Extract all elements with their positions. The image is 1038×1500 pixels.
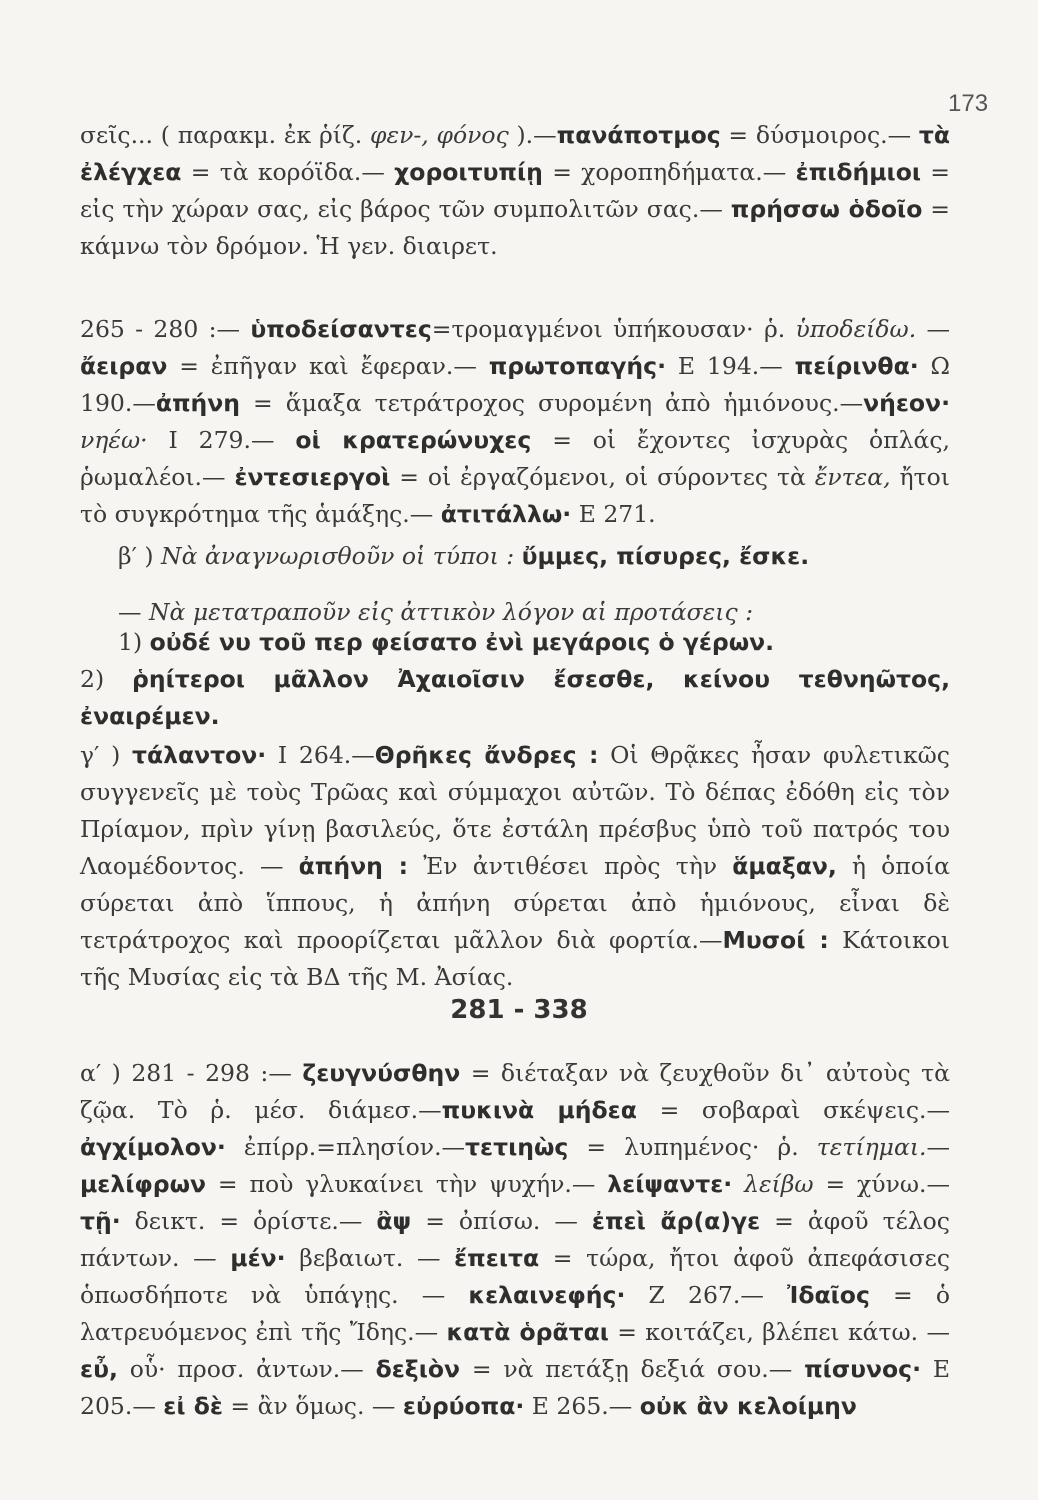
lemma: μελίφρων — [80, 1170, 207, 1198]
gloss-text: βεβαιωτ. — — [285, 1244, 455, 1272]
lemma: εἰ δὲ — [163, 1392, 223, 1420]
gloss-text: Ω 190.— — [80, 352, 950, 417]
lemma: εὐρύοπα· — [402, 1392, 525, 1420]
gloss-text: Οἱ Θρᾷκες ἦσαν φυλετικῶς συγγενεῖς μὲ τοὺς Τρῶας καὶ σύμμαχοι αὐτῶν. Τὸ δέπας ἐδόθη εἰς τὸν Πρίαμον, πρὶν γίνῃ βασιλεύς, ὅτε ἐστάλη πρέσβυς ὑπὸ τοῦ πατρός του Λαομέδοντος. — — [80, 741, 950, 880]
gloss-text: ἐπίρρ.=πλησίον.— — [225, 1133, 466, 1161]
gloss-text: = ἐπῆγαν καὶ ἔφεραν.— — [167, 352, 489, 380]
lemma: εὖ, — [80, 1355, 118, 1383]
italic-text: νηέω· — [80, 426, 148, 454]
gloss-text: = τώρα, ἤτοι ἀφοῦ ἀπεφάσισες ὁπωσδήποτε νὰ ὑπάγῃς. — — [80, 1244, 950, 1309]
lemma: νήεον· — [863, 389, 950, 417]
gloss-text: γ′ ) — [80, 741, 132, 769]
gloss-text: = ἀφοῦ τέλος πάντων. — — [80, 1207, 950, 1272]
gloss-text: = ὁ λατρευόμενος ἐπὶ τῆς Ἴδης.— — [80, 1281, 951, 1346]
gloss-text: οὗ· προσ. ἀντων.— — [117, 1355, 376, 1383]
lemma: ἀγχίμολον· — [80, 1133, 226, 1161]
lemma: ἂψ — [376, 1207, 412, 1235]
lemma: τάλαντον· — [131, 741, 267, 769]
gloss-text: ἤτοι τὸ συγκρότημα τῆς ἁμάξης.— — [80, 463, 950, 528]
gloss-text: Ι 279.— — [147, 426, 296, 454]
lemma: πίσυνος· — [804, 1355, 922, 1383]
gloss-text: = χοροπηδήματα.— — [542, 158, 796, 186]
gloss-text: — — [916, 315, 950, 343]
gloss-text: 2) — [80, 665, 133, 693]
gloss-text: δεικτ. = ὁρίστε.— — [120, 1207, 377, 1235]
lemma: λείψαντε· — [607, 1170, 733, 1198]
gloss-text: Ε 194.— — [666, 352, 795, 380]
paragraph-p3 — [118, 538, 950, 575]
lemma: ἐντεσιεργοὶ — [234, 463, 391, 491]
gloss-text: = οἱ ἔχοντες ἰσχυρὰς ὁπλάς, ῥωμαλέοι.— — [80, 426, 951, 491]
lemma: τῇ· — [80, 1207, 121, 1235]
lemma: Θρῆκες ἄνδρες : — [374, 741, 599, 769]
gloss-text: Ι 264.— — [266, 741, 375, 769]
lemma: ἔπειτα — [454, 1244, 540, 1272]
lemma: ζευγνύσθην — [302, 1059, 461, 1087]
gloss-text — [514, 542, 521, 570]
italic-text: ἔντεα, — [814, 463, 891, 491]
lemma: ὔμμες, πίσυρες, ἔσκε. — [521, 542, 810, 570]
italic-text: Νὰ ἀναγνωρισθοῦν οἱ τύποι : — [161, 542, 515, 570]
gloss-text: = τὰ κορόϊδα.— — [181, 158, 395, 186]
gloss-text: Ζ 267.— — [625, 1281, 787, 1309]
gloss-text: β′ ) — [118, 542, 162, 570]
gloss-text: = νὰ πετάξῃ δεξιά σου.— — [460, 1355, 805, 1383]
gloss-text: = διέταξαν νὰ ζευχθοῦν δι᾽ αὐτοὺς τὰ ζῷα. Τὸ ῥ. μέσ. διάμεσ.— — [80, 1059, 950, 1124]
lemma: δεξιὸν — [375, 1355, 460, 1383]
gloss-text — [732, 1170, 744, 1198]
paragraph-p8 — [80, 1055, 950, 1425]
lemma: πανάποτμος — [556, 121, 721, 149]
gloss-text: Κάτοικοι τῆς Μυσίας εἰς τὰ ΒΔ τῆς Μ. Ἀσίας. — [80, 926, 950, 991]
gloss-text: = σοβαραὶ σκέψεις.— — [636, 1096, 950, 1124]
gloss-text: = ὀπίσω. — — [411, 1207, 592, 1235]
lemma: οἱ κρατερώνυχες — [295, 426, 532, 454]
gloss-text: Ε 205.— — [80, 1355, 950, 1420]
italic-text: τετίημαι. — [816, 1133, 927, 1161]
gloss-text: = ποὺ γλυκαίνει τὴν ψυχήν.— — [206, 1170, 608, 1198]
gloss-text: = δύσμοιρος.— — [720, 121, 919, 149]
section-heading: 281 - 338 — [450, 995, 588, 1025]
italic-text: ὑποδείδω. — [795, 315, 917, 343]
lemma: ἅμαξαν, — [732, 852, 837, 880]
gloss-text: 1) — [118, 628, 150, 656]
lemma: τὰ ἐλέγχεα — [80, 121, 951, 186]
lemma: πυκινὰ μήδεα — [441, 1096, 637, 1124]
lemma: ἐπιδήμιοι — [795, 158, 922, 186]
lemma: τετιηὼς — [465, 1133, 569, 1161]
lemma: κελαινεφής· — [468, 1281, 626, 1309]
paragraph-p2 — [80, 311, 950, 533]
lemma: οὐδέ νυ τοῦ περ φείσατο ἐνὶ μεγάροις ὁ γέρων. — [149, 628, 775, 656]
italic-text: Νὰ μετατραποῦν εἰς ἀττικὸν λόγον αἱ προτάσεις : — [148, 598, 754, 626]
gloss-text: = χύνω.— — [813, 1170, 950, 1198]
lemma: χοροιτυπίῃ — [394, 158, 543, 186]
lemma: πρωτοπαγής· — [488, 352, 667, 380]
page-number: 173 — [948, 90, 989, 117]
gloss-text: = κάμνω τὸν δρόμον. Ἡ γεν. διαιρετ. — [80, 195, 951, 260]
lemma: μέν· — [230, 1244, 286, 1272]
gloss-text: 265 - 280 :— — [80, 315, 251, 343]
gloss-text: α′ ) 281 - 298 :— — [80, 1059, 303, 1087]
paragraph-p6 — [80, 661, 950, 735]
gloss-text: Ε 265.— — [524, 1392, 640, 1420]
gloss-text: = λυπημένος· ῥ. — [568, 1133, 817, 1161]
lemma: ἐπεὶ ἄρ(α)γε — [591, 1207, 761, 1235]
paragraph-p7 — [80, 737, 950, 996]
gloss-text: = κοιτάζει, βλέπει κάτω. — — [608, 1318, 950, 1346]
lemma: ἀπήνη — [155, 389, 241, 417]
lemma: ἀπήνη : — [298, 852, 409, 880]
paragraph-p1 — [80, 117, 950, 265]
gloss-text: — — [118, 598, 149, 626]
lemma: ἀτιτάλλω· — [440, 500, 572, 528]
gloss-text: Ἐν ἀντιθέσει πρὸς τὴν — [408, 852, 733, 880]
gloss-text: σεῖς... ( παρακμ. ἐκ ῥίζ. — [80, 121, 370, 149]
lemma: ὑποδείσαντες — [250, 315, 432, 343]
lemma: οὐκ ἂν κελοίμην — [639, 1392, 857, 1420]
lemma: πείρινθα· — [794, 352, 919, 380]
gloss-text: =τρομαγμένοι ὑπήκουσαν· ῥ. — [431, 315, 796, 343]
gloss-text: ἡ ὁποία σύρεται ἀπὸ ἵππους, ἡ ἀπήνη σύρεται ἀπὸ ἡμιόνους, εἶναι δὲ τετράτροχος καὶ προορίζεται μᾶλλον διὰ φορτία.— — [80, 852, 950, 954]
paragraph-p5 — [118, 624, 950, 661]
gloss-text: Ε 271. — [571, 500, 656, 528]
gloss-text: = εἰς τὴν χώραν σας, εἰς βάρος τῶν συμπολιτῶν σας.— — [80, 158, 950, 223]
italic-text: λείβω — [744, 1170, 814, 1198]
lemma: κατὰ ὁρᾶται — [446, 1318, 609, 1346]
gloss-text: ).— — [508, 121, 557, 149]
italic-text: φεν-, φόνος — [370, 121, 509, 149]
lemma: Ἰδαῖος — [787, 1281, 870, 1309]
lemma: πρήσσω ὁδοῖο — [730, 195, 923, 223]
gloss-text: — — [926, 1133, 950, 1161]
gloss-text: = οἱ ἐργαζόμενοι, οἱ σύροντες τὰ — [390, 463, 815, 491]
lemma: Μυσοί : — [722, 926, 829, 954]
gloss-text: = ἅμαξα τετράτροχος συρομένη ἀπὸ ἡμιόνους.— — [240, 389, 864, 417]
gloss-text: = ἂν ὅμως. — — [222, 1392, 403, 1420]
lemma: ἄειραν — [80, 352, 168, 380]
lemma: ῥηίτεροι μᾶλλον Ἀχαιοῖσιν ἔσεσθε, κείνου τεθνηῶτος, ἐναιρέμεν. — [80, 665, 951, 730]
